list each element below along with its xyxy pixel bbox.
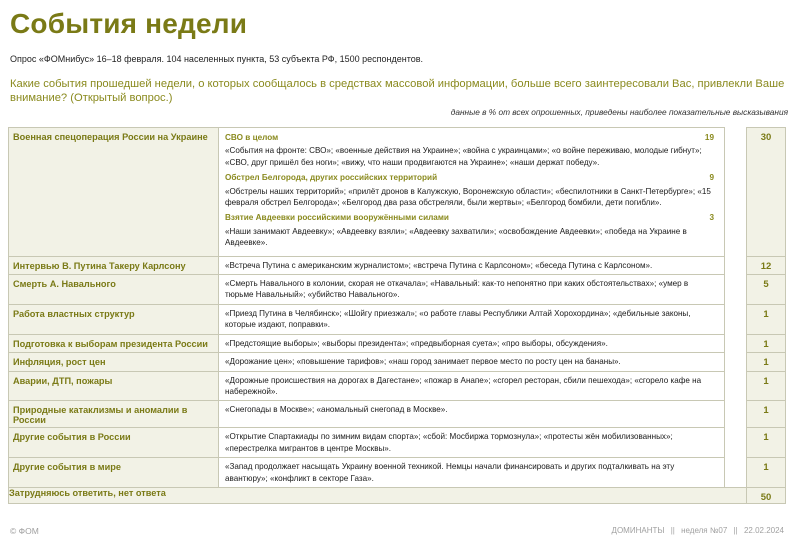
table-row: [9, 458, 786, 488]
subtopic-header: [225, 132, 718, 143]
quotes-cell: «Приезд Путина в Челябинск»; «Шойгу приезжал»; «о работе главы Республики Алтай Хорохордина»; «дебильные законы, которые издают, поправки».: [219, 304, 725, 334]
subtopic-label: Обстрел Белгорода, других российских территорий: [225, 173, 438, 183]
subtopic-value: 3: [709, 213, 714, 223]
table-row: [9, 275, 786, 305]
topic-cell: Природные катаклизмы и аномалии в России: [9, 401, 219, 428]
value-cell: 1: [747, 334, 786, 352]
quotes-cell: «Открытие Спартакиады по зимним видам спорта»; «сбой: Мосбиржа тормознула»; «протесты жён мобилизованных»; «перестрелка мигрантов в центре Москвы».: [219, 428, 725, 458]
table-row: [9, 371, 786, 401]
subtopic-label: Взятие Авдеевки российскими вооружёнными силами: [225, 213, 449, 223]
quotes-cell: «Смерть Навального в колонии, скорая не откачала»; «Навальный: как-то непонятно при каких обстоятельствах»; «умер в тюрьме Навальный»; «убийство Навального».: [219, 275, 725, 305]
topic-cell: Смерть А. Навального: [9, 275, 219, 305]
value-cell: 12: [747, 256, 786, 274]
subtopic-value: 9: [709, 173, 714, 183]
subtopic-header: [225, 172, 718, 183]
table-row: [9, 428, 786, 458]
spacer-cell: [725, 458, 747, 488]
survey-question: Какие события прошедшей недели, о которых сообщалось в средствах массовой информации, больше всего заинтересовали Вас, привлекли Ваше внимание? (Открытый вопрос.): [10, 78, 785, 104]
spacer-cell: [725, 428, 747, 458]
topic-cell: Другие события в России: [9, 428, 219, 458]
total-value: 50: [747, 487, 786, 503]
topic-cell: Военная спецоперация России на Украине: [9, 128, 219, 257]
footer-separator: ||: [733, 526, 738, 535]
quotes-cell: «Предстоящие выборы»; «выборы президента»; «предвыборная суета»; «про выборы, обсуждения».: [219, 334, 725, 352]
table-row: [9, 304, 786, 334]
subtopic-quotes: «Наши занимают Авдеевку»; «Авдеевку взяли»; «Авдеевку захватили»; «освобождение Авдеевки»; «победа на Украине в Авдеевке».: [225, 226, 687, 248]
quotes-cell: «Дорожание цен»; «повышение тарифов»; «наш город занимает первое место по росту цен на бананы».: [219, 353, 725, 371]
topic-cell: Интервью В. Путина Такеру Карлсону: [9, 256, 219, 274]
value-cell: 5: [747, 275, 786, 305]
footer-separator: ||: [670, 526, 675, 535]
spacer-cell: [725, 353, 747, 371]
value-cell: 30: [747, 128, 786, 257]
subtopic-quotes: «События на фронте: СВО»; «военные действия на Украине»; «война с украинцами»; «о войне переживаю, молодые гибнут»; «СВО, друг пришёл без ноги»; «вижу, что наши продвигаются на Украине»; «наши держат победу».: [225, 146, 702, 167]
footer-issue-number: неделя №07: [681, 526, 728, 535]
value-cell: 1: [747, 371, 786, 401]
footer-issue: [610, 526, 786, 535]
value-cell: 1: [747, 353, 786, 371]
spacer-cell: [725, 401, 747, 428]
copyright: © ФОМ: [10, 526, 39, 536]
spacer-cell: [725, 334, 747, 352]
topic-cell: Инфляция, рост цен: [9, 353, 219, 371]
table-row: [9, 128, 786, 257]
data-note: данные в % от всех опрошенных, приведены наиболее показательные высказывания: [450, 107, 788, 117]
page-title: События недели: [10, 8, 248, 39]
survey-info: Опрос «ФОМнибус» 16–18 февраля. 104 населенных пункта, 53 субъекта РФ, 1500 респондентов.: [10, 54, 424, 64]
quotes-cell: «Снегопады в Москве»; «аномальный снегопад в Москве».: [219, 401, 725, 428]
spacer-cell: [725, 371, 747, 401]
subtopic-value: 19: [704, 133, 714, 142]
spacer-cell: [725, 256, 747, 274]
quotes-cell: «Запад продолжает насыщать Украину военной техникой. Немцы начали финансировать и других подталкивать на эту авантюру»; «конфликт в секторе Газа».: [219, 458, 725, 488]
subtopic-quotes: «Обстрелы наших территорий»; «прилёт дронов в Калужскую, Воронежскую области»; «беспилотники в Санкт-Петербурге»; «15 февраля обстрел Белгорода»; «Белгород два раза обстреляли, были жертвы»; «Белгород бомбили, дети погибли».: [225, 186, 711, 208]
quotes-cell: «Дорожные происшествия на дорогах в Дагестане»; «пожар в Анапе»; «сгорел ресторан, сбили пешехода»; «сгорело кафе на набережной».: [219, 371, 725, 401]
subtopic-label: СВО в целом: [225, 133, 279, 142]
spacer-cell: [725, 275, 747, 305]
subtopic-header: [225, 212, 718, 223]
value-cell: 1: [747, 304, 786, 334]
value-cell: 1: [747, 401, 786, 428]
total-row: [9, 487, 786, 503]
spacer-cell: [725, 304, 747, 334]
value-cell: 1: [747, 458, 786, 488]
table-row: [9, 353, 786, 371]
topic-cell: Аварии, ДТП, пожары: [9, 371, 219, 401]
quotes-cell: [219, 128, 725, 257]
footer-brand: ДОМИНАНТЫ: [611, 526, 665, 535]
topic-cell: Подготовка к выборам президента России: [9, 334, 219, 352]
spacer-cell: [725, 128, 747, 257]
table-row: [9, 334, 786, 352]
footer-date: 22.02.2024: [743, 526, 784, 535]
table-row: [9, 401, 786, 428]
total-label: Затрудняюсь ответить, нет ответа: [9, 487, 747, 503]
table-row: [9, 256, 786, 274]
quotes-cell: «Встреча Путина с американским журналистом»; «встреча Путина с Карлсоном»; «беседа Путина с Карлсоном».: [219, 256, 725, 274]
topic-cell: Работа властных структур: [9, 304, 219, 334]
topic-cell: Другие события в мире: [9, 458, 219, 488]
value-cell: 1: [747, 428, 786, 458]
results-table: [8, 127, 786, 504]
